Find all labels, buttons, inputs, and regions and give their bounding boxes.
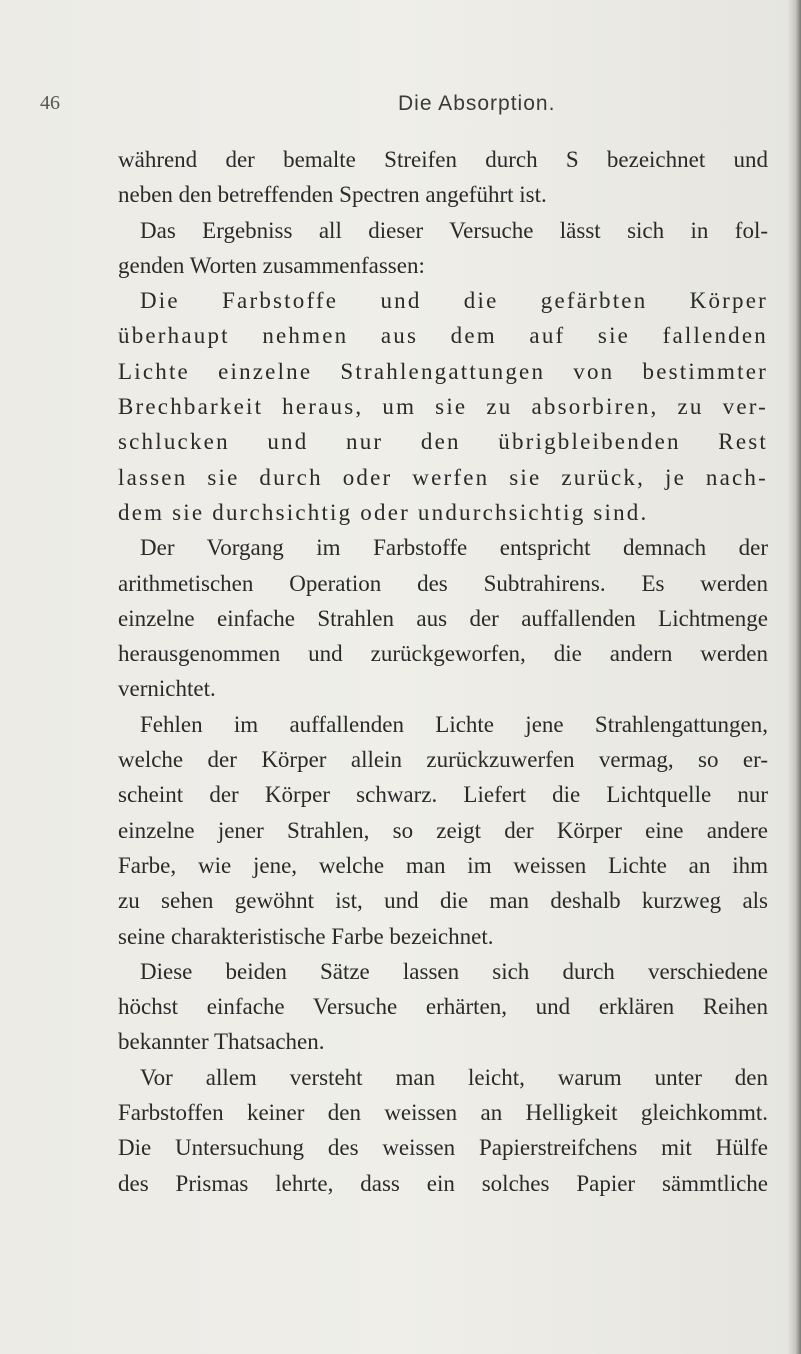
text-line: höchst einfache Versuche erhärten, und erklären Reihen — [118, 994, 768, 1020]
text-line-emphasis: Lichte einzelne Strahlengattungen von bestimmter — [118, 358, 768, 384]
page-header — [40, 92, 780, 122]
text-line: bekannter Thatsachen. — [118, 1029, 325, 1055]
text-line: welche der Körper allein zurückzuwerfen vermag, so er- — [118, 747, 768, 773]
text-line: vernichtet. — [118, 676, 216, 702]
text-line-emphasis: dem sie durchsichtig oder undurchsichtig sind. — [118, 499, 649, 525]
page-number: 46 — [40, 92, 60, 114]
text-line: des Prismas lehrte, dass ein solches Papier sämmtliche — [118, 1170, 768, 1196]
page-edge-shadow — [787, 0, 801, 1354]
text-line: Vor allem versteht man leicht, warum unter den — [140, 1064, 768, 1090]
text-line: Farbstoffen keiner den weissen an Helligkeit gleichkommt. — [118, 1100, 768, 1126]
text-line-emphasis: Brechbarkeit heraus, um sie zu absorbiren, zu ver- — [118, 394, 768, 420]
text-line: arithmetischen Operation des Subtrahirens. Es werden — [118, 570, 768, 596]
text-line: zu sehen gewöhnt ist, und die man deshalb kurzweg als — [118, 888, 768, 914]
text-line: während der bemalte Streifen durch S bezeichnet und — [118, 147, 768, 172]
text-line: einzelne einfache Strahlen aus der auffallenden Lichtmenge — [118, 605, 768, 631]
text-line: scheint der Körper schwarz. Liefert die Lichtquelle nur — [118, 782, 768, 808]
text-line: genden Worten zusammenfassen: — [118, 252, 425, 278]
text-line: Diese beiden Sätze lassen sich durch verschiedene — [140, 958, 768, 984]
text-line: Das Ergebniss all dieser Versuche lässt sich in fol- — [140, 217, 768, 243]
text-line-emphasis: Die Farbstoffe und die gefärbten Körper — [140, 288, 768, 314]
text-line: herausgenommen und zurückgeworfen, die andern werden — [118, 641, 768, 667]
body-text — [118, 142, 768, 1201]
text-line: Die Untersuchung des weissen Papierstreifchens mit Hülfe — [118, 1135, 768, 1161]
text-line: neben den betreffenden Spectren angeführt ist. — [118, 182, 547, 208]
text-line: Fehlen im auffallenden Lichte jene Strahlengattungen, — [140, 711, 768, 737]
text-line: seine charakteristische Farbe bezeichnet. — [118, 923, 494, 949]
text-line: einzelne jener Strahlen, so zeigt der Körper eine andere — [118, 817, 768, 843]
text-line-emphasis: überhaupt nehmen aus dem auf sie fallenden — [118, 323, 768, 349]
text-line: Der Vorgang im Farbstoffe entspricht demnach der — [140, 535, 768, 561]
text-line: Farbe, wie jene, welche man im weissen Lichte an ihm — [118, 852, 768, 878]
text-line-emphasis: schlucken und nur den übrigbleibenden Rest — [118, 429, 768, 455]
running-title: Die Absorption. — [398, 92, 556, 115]
text-line-emphasis: lassen sie durch oder werfen sie zurück, je nach- — [118, 464, 768, 490]
